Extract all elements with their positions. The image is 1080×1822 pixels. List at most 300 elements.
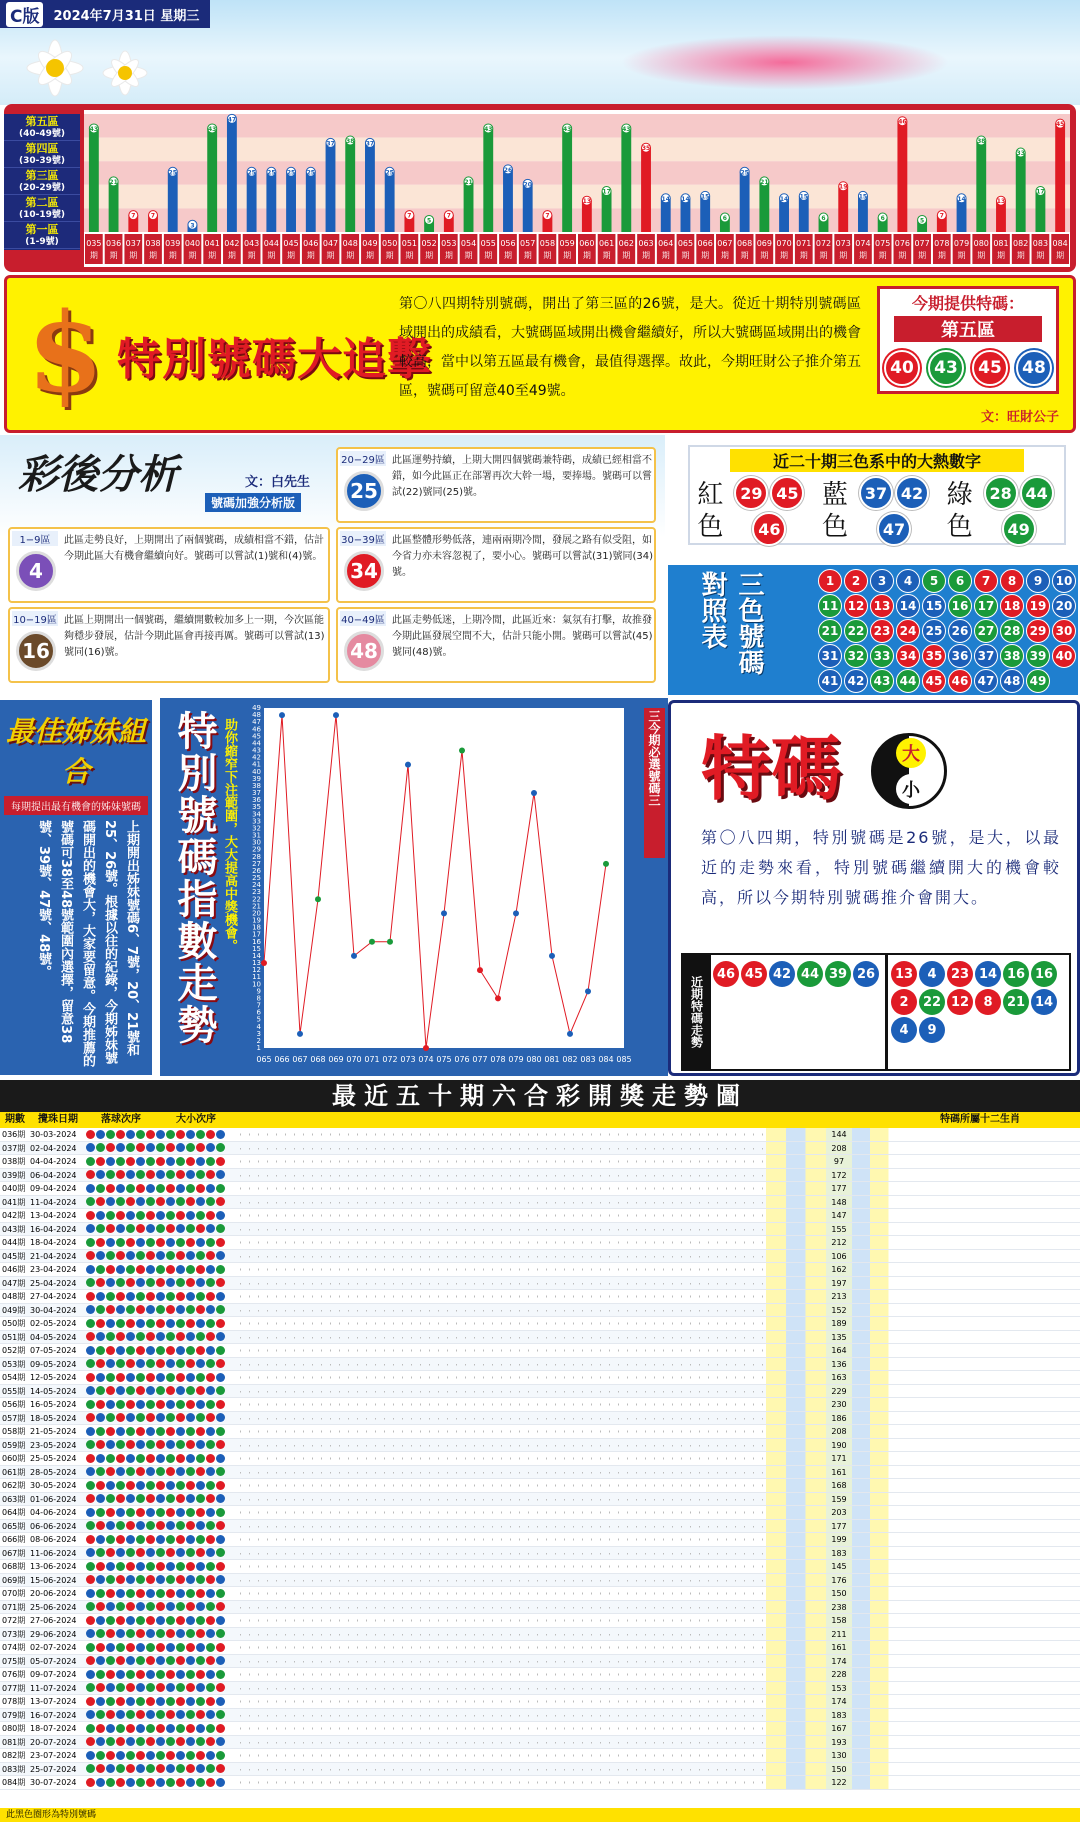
order-dot — [106, 1400, 115, 1409]
y-tick-label: 49 — [252, 704, 261, 712]
trend-period: 066期 — [2, 1535, 26, 1544]
hot-numbers-panel — [688, 445, 1066, 545]
trend-date: 06-04-2024 — [30, 1170, 77, 1180]
pick-number-ball: 48 — [1016, 350, 1052, 386]
order-dot — [126, 1643, 135, 1652]
order-dot — [86, 1373, 95, 1382]
order-dot — [176, 1710, 185, 1719]
trend-order-balls — [86, 1493, 236, 1506]
order-dot — [176, 1562, 185, 1571]
analysis-panel — [0, 435, 665, 690]
zone-bar — [641, 148, 651, 232]
order-dot — [166, 1197, 175, 1206]
order-dot — [156, 1535, 165, 1544]
trend-size-cols — [766, 1398, 826, 1411]
order-dot — [196, 1427, 205, 1436]
order-dot — [116, 1481, 125, 1490]
trend-order-balls — [86, 1277, 236, 1290]
trend-date: 23-04-2024 — [30, 1265, 77, 1274]
trend-date: 04-04-2024 — [30, 1157, 77, 1166]
order-dot — [216, 1157, 225, 1166]
order-dot — [206, 1589, 215, 1598]
trend-footer — [0, 1808, 1080, 1822]
order-dot — [156, 1521, 165, 1530]
trend-size-cols — [766, 1412, 826, 1425]
grid-number-ball: 5 — [922, 569, 946, 593]
order-dot — [156, 1440, 165, 1449]
y-tick-label: 19 — [252, 916, 261, 925]
order-dot — [166, 1386, 175, 1395]
trend-period: 071期 — [2, 1602, 26, 1612]
period-suffix: 期 — [326, 251, 335, 260]
trend-sum: 183 — [826, 1709, 852, 1722]
period-suffix: 期 — [740, 251, 749, 260]
trend-zodiac-cols — [852, 1574, 1080, 1587]
order-dot — [196, 1751, 205, 1760]
analysis-range: 20−29區 — [340, 451, 386, 466]
order-dot — [196, 1670, 205, 1679]
sisters-panel — [0, 700, 152, 1075]
order-dot — [196, 1575, 205, 1584]
order-dot — [106, 1697, 115, 1706]
order-dot — [96, 1494, 105, 1503]
trend-zodiac-cols — [852, 1763, 1080, 1776]
order-dot — [96, 1737, 105, 1746]
zone-bar-value: 6 — [821, 215, 826, 223]
index-point — [369, 939, 375, 945]
zone-bar-value: 25 — [247, 169, 256, 177]
order-dot — [156, 1265, 165, 1274]
zone-bar — [326, 143, 336, 232]
order-dot — [216, 1656, 225, 1665]
trend-panel — [0, 1080, 1080, 1822]
big-label: 大 — [896, 738, 926, 768]
order-dot — [206, 1197, 215, 1206]
order-dot — [166, 1494, 175, 1503]
trend-date: 16-05-2024 — [30, 1400, 77, 1409]
order-dot — [116, 1224, 125, 1233]
grid-number-ball: 40 — [1052, 644, 1076, 668]
y-tick-label: 1 — [256, 1044, 261, 1052]
recent-big-ball: 44 — [797, 961, 823, 987]
period-suffix: 期 — [365, 251, 374, 260]
order-dot — [136, 1427, 145, 1436]
trend-zodiac-cols — [852, 1398, 1080, 1411]
order-dot — [156, 1670, 165, 1679]
trend-order-balls — [86, 1547, 236, 1560]
order-dot — [146, 1683, 155, 1692]
order-dot — [116, 1130, 125, 1139]
order-dot — [166, 1251, 175, 1260]
hot-number-ball: 28 — [984, 476, 1018, 510]
order-dot — [216, 1454, 225, 1463]
order-dot — [206, 1373, 215, 1382]
grid-number-ball: 15 — [922, 594, 946, 618]
trend-date: 06-06-2024 — [30, 1521, 77, 1531]
trend-zodiac-cols — [852, 1587, 1080, 1600]
y-tick-label: 31 — [252, 831, 261, 840]
order-dot — [166, 1157, 175, 1166]
zone-bar-value: 21 — [109, 178, 118, 186]
order-dot — [186, 1130, 195, 1139]
period-label: 069 — [756, 239, 772, 248]
order-dot — [196, 1737, 205, 1746]
order-dot — [136, 1494, 145, 1503]
trend-date: 11-04-2024 — [30, 1197, 77, 1207]
trend-sum: 122 — [826, 1776, 852, 1789]
order-dot — [176, 1508, 185, 1517]
order-dot — [96, 1683, 105, 1692]
order-dot — [146, 1778, 155, 1787]
grid-number-ball: 8 — [1000, 569, 1024, 593]
order-dot — [196, 1697, 205, 1706]
order-dot — [126, 1481, 135, 1490]
order-dot — [136, 1683, 145, 1692]
trend-row — [0, 1304, 1080, 1318]
trend-size-cols — [766, 1371, 826, 1384]
grid-number-ball: 29 — [1026, 619, 1050, 643]
hot-groups — [690, 476, 1064, 546]
trend-header-row — [0, 1112, 1080, 1128]
order-dot — [146, 1359, 155, 1368]
zone-bar — [799, 196, 809, 232]
trend-period: 043期 — [2, 1224, 26, 1234]
trend-zodiac-cols — [852, 1709, 1080, 1722]
order-dot — [186, 1332, 195, 1341]
trend-order-balls — [86, 1169, 236, 1182]
zone-bar — [168, 172, 178, 232]
order-dot — [86, 1710, 95, 1719]
order-dot — [96, 1602, 105, 1611]
order-dot — [166, 1710, 175, 1719]
trend-sum: 167 — [826, 1722, 852, 1735]
order-dot — [96, 1589, 105, 1598]
order-dot — [106, 1494, 115, 1503]
order-dot — [166, 1130, 175, 1139]
zone-bar — [858, 196, 868, 232]
order-dot — [106, 1251, 115, 1260]
zone-bar — [89, 125, 99, 232]
order-dot — [106, 1157, 115, 1166]
trend-period: 067期 — [2, 1548, 26, 1558]
zone-bar — [247, 172, 257, 232]
order-dot — [126, 1224, 135, 1233]
trend-sum: 159 — [826, 1493, 852, 1506]
order-dot — [146, 1130, 155, 1139]
grid-number-ball: 32 — [844, 644, 868, 668]
order-dot — [206, 1238, 215, 1247]
order-dot — [106, 1508, 115, 1517]
order-dot — [196, 1778, 205, 1787]
trend-zodiac-cols — [852, 1439, 1080, 1452]
trend-grid — [236, 1439, 766, 1452]
period-suffix: 期 — [839, 251, 848, 260]
order-dot — [96, 1467, 105, 1476]
order-dot — [196, 1508, 205, 1517]
order-dot — [176, 1386, 185, 1395]
order-dot — [96, 1724, 105, 1733]
hot-number-ball: 49 — [1002, 512, 1036, 546]
trend-sum: 135 — [826, 1331, 852, 1344]
order-dot — [186, 1670, 195, 1679]
trend-size-cols — [766, 1560, 826, 1573]
trend-size-cols — [766, 1277, 826, 1290]
trend-row — [0, 1668, 1080, 1682]
trend-row — [0, 1520, 1080, 1534]
order-dot — [116, 1521, 125, 1530]
order-dot — [136, 1778, 145, 1787]
order-dot — [156, 1170, 165, 1179]
order-dot — [176, 1211, 185, 1220]
order-dot — [156, 1481, 165, 1490]
order-dot — [86, 1494, 95, 1503]
order-dot — [216, 1508, 225, 1517]
order-dot — [196, 1251, 205, 1260]
order-dot — [156, 1508, 165, 1517]
order-dot — [96, 1697, 105, 1706]
order-dot — [186, 1521, 195, 1530]
order-dot — [136, 1710, 145, 1719]
order-dot — [126, 1319, 135, 1328]
order-dot — [126, 1170, 135, 1179]
order-dot — [146, 1346, 155, 1355]
order-dot — [86, 1616, 95, 1625]
order-dot — [206, 1683, 215, 1692]
order-dot — [136, 1521, 145, 1530]
order-dot — [96, 1157, 105, 1166]
zone-bar-value: 47 — [227, 116, 237, 124]
order-dot — [136, 1251, 145, 1260]
trend-grid — [236, 1385, 766, 1398]
zone-bar — [957, 195, 967, 232]
trend-sum: 161 — [826, 1466, 852, 1479]
trend-zodiac-cols — [852, 1425, 1080, 1438]
zone-bar — [385, 172, 395, 232]
zone-bar-value: 45 — [1055, 121, 1065, 129]
order-dot — [106, 1616, 115, 1625]
order-dot — [176, 1751, 185, 1760]
order-dot — [166, 1643, 175, 1652]
order-dot — [146, 1589, 155, 1598]
trend-size-cols — [766, 1317, 826, 1330]
order-dot — [86, 1751, 95, 1760]
trend-date: 20-06-2024 — [30, 1589, 77, 1598]
x-tick-label: 065 — [256, 1055, 272, 1064]
period-label: 055 — [480, 239, 496, 248]
trend-sum: 189 — [826, 1317, 852, 1330]
order-dot — [196, 1130, 205, 1139]
zone-bar — [483, 125, 493, 232]
order-dot — [136, 1319, 145, 1328]
zone-bar — [1016, 153, 1026, 232]
order-dot — [106, 1305, 115, 1314]
zone-name: 第一區 — [25, 223, 59, 236]
trend-grid — [236, 1236, 766, 1249]
trend-row — [0, 1506, 1080, 1520]
order-dot — [126, 1724, 135, 1733]
trend-size-cols — [766, 1304, 826, 1317]
pick-box-title: 今期提供特碼： — [911, 294, 1024, 313]
zone-bar — [503, 166, 513, 232]
trend-sum: 148 — [826, 1196, 852, 1209]
order-dot — [106, 1373, 115, 1382]
order-dot — [146, 1400, 155, 1409]
order-dot — [86, 1683, 95, 1692]
order-dot — [116, 1737, 125, 1746]
zone-bar-value: 35 — [641, 145, 651, 153]
order-dot — [106, 1130, 115, 1139]
trend-zodiac-cols — [852, 1749, 1080, 1762]
order-dot — [216, 1332, 225, 1341]
y-tick-label: 34 — [252, 810, 261, 819]
order-dot — [86, 1778, 95, 1787]
recent-big-ball: 42 — [769, 961, 795, 987]
zone-bar-value: 14 — [779, 195, 789, 203]
order-dot — [186, 1481, 195, 1490]
order-dot — [176, 1454, 185, 1463]
zone-bar-value: 25 — [740, 169, 749, 177]
trend-row — [0, 1128, 1080, 1142]
grid-number-ball: 14 — [896, 594, 920, 618]
order-dot — [186, 1346, 195, 1355]
order-dot — [106, 1724, 115, 1733]
order-dot — [106, 1710, 115, 1719]
trend-order-balls — [86, 1614, 236, 1627]
trend-size-cols — [766, 1722, 826, 1735]
period-suffix: 期 — [208, 251, 217, 260]
y-tick-label: 36 — [252, 796, 261, 805]
trend-row — [0, 1277, 1080, 1291]
trend-grid — [236, 1142, 766, 1155]
trend-row — [0, 1196, 1080, 1210]
order-dot — [166, 1332, 175, 1341]
sisters-title: 最佳姊妹組合 — [5, 715, 146, 788]
order-dot — [186, 1751, 195, 1760]
order-dot — [206, 1724, 215, 1733]
order-dot — [156, 1332, 165, 1341]
trend-period: 068期 — [2, 1562, 26, 1571]
order-dot — [196, 1454, 205, 1463]
trend-zodiac-cols — [852, 1641, 1080, 1654]
period-suffix: 期 — [819, 251, 828, 260]
trend-period: 078期 — [2, 1697, 26, 1706]
order-dot — [106, 1359, 115, 1368]
trend-size-cols — [766, 1425, 826, 1438]
trend-row — [0, 1412, 1080, 1426]
order-dot — [186, 1319, 195, 1328]
order-dot — [216, 1589, 225, 1598]
analysis-block — [8, 527, 330, 603]
order-dot — [206, 1440, 215, 1449]
order-dot — [116, 1778, 125, 1787]
zone-bar — [1035, 188, 1045, 232]
order-dot — [216, 1724, 225, 1733]
period-label: 079 — [953, 239, 970, 248]
order-dot — [166, 1359, 175, 1368]
analysis-number: 48 — [344, 631, 384, 671]
period-suffix: 期 — [642, 251, 651, 260]
trend-date: 27-04-2024 — [30, 1292, 77, 1301]
sisters-subtitle: 每期提出最有機會的姊妹號碼 — [4, 796, 148, 815]
order-dot — [86, 1697, 95, 1706]
period-suffix: 期 — [720, 251, 729, 260]
order-dot — [116, 1656, 125, 1665]
trend-sum: 147 — [826, 1209, 852, 1222]
order-dot — [186, 1143, 195, 1152]
order-dot — [196, 1562, 205, 1571]
order-dot — [96, 1535, 105, 1544]
period-suffix: 期 — [799, 251, 808, 260]
period-suffix: 期 — [1016, 251, 1025, 260]
order-dot — [156, 1643, 165, 1652]
period-label: 076 — [894, 239, 911, 248]
order-dot — [86, 1386, 95, 1395]
analysis-block — [336, 527, 656, 603]
grid-number-ball: 12 — [844, 594, 868, 618]
order-dot — [166, 1670, 175, 1679]
order-dot — [166, 1724, 175, 1733]
analysis-block — [336, 447, 656, 523]
trend-grid — [236, 1695, 766, 1708]
order-dot — [166, 1481, 175, 1490]
trend-size-cols — [766, 1587, 826, 1600]
trend-order-balls — [86, 1425, 236, 1438]
order-dot — [166, 1170, 175, 1179]
zone-bar — [365, 143, 375, 232]
order-dot — [106, 1764, 115, 1773]
big-small-panel — [668, 700, 1080, 1076]
trend-date: 25-05-2024 — [30, 1454, 77, 1463]
trend-date: 30-05-2024 — [30, 1481, 77, 1490]
trend-order-balls — [86, 1250, 236, 1263]
trend-period: 046期 — [2, 1265, 26, 1274]
period-label: 048 — [342, 239, 358, 248]
trend-date: 09-05-2024 — [30, 1359, 77, 1369]
order-dot — [106, 1481, 115, 1490]
order-dot — [96, 1413, 105, 1422]
period-label: 080 — [973, 239, 989, 248]
order-dot — [176, 1197, 185, 1206]
order-dot — [106, 1319, 115, 1328]
order-dot — [176, 1697, 185, 1706]
zone-bar-value: 3 — [190, 222, 195, 230]
trend-row — [0, 1749, 1080, 1763]
order-dot — [156, 1184, 165, 1193]
order-dot — [126, 1400, 135, 1409]
order-dot — [156, 1683, 165, 1692]
order-dot — [156, 1238, 165, 1247]
zone-bar — [700, 196, 710, 232]
order-dot — [116, 1710, 125, 1719]
period-suffix: 期 — [957, 251, 966, 260]
order-dot — [96, 1292, 105, 1301]
grid-number-ball: 45 — [922, 669, 946, 693]
order-dot — [196, 1359, 205, 1368]
order-dot — [136, 1454, 145, 1463]
order-dot — [196, 1535, 205, 1544]
order-dot — [196, 1413, 205, 1422]
order-dot — [176, 1224, 185, 1233]
order-dot — [196, 1332, 205, 1341]
trend-zodiac-cols — [852, 1344, 1080, 1357]
order-dot — [116, 1292, 125, 1301]
order-dot — [136, 1764, 145, 1773]
order-dot — [176, 1359, 185, 1368]
order-dot — [136, 1224, 145, 1233]
recent-small-ball: 14 — [975, 961, 1001, 987]
x-tick-label: 083 — [580, 1055, 596, 1064]
recent-divider — [885, 955, 888, 1069]
